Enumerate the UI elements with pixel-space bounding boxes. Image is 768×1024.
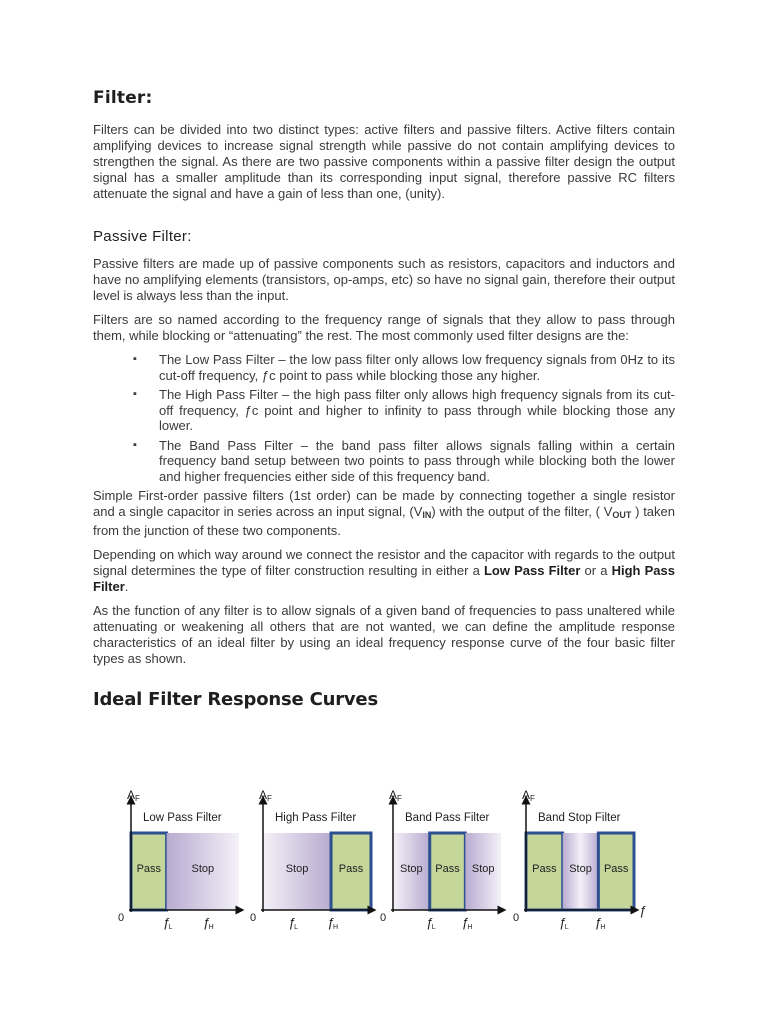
band-label: Pass	[136, 863, 162, 875]
function-paragraph: As the function of any filter is to allow signals of a given band of frequencies to pass unaltered while attenuating or weakening all others that are not wanted, we can define the amplitude response characteristics of an ideal filter by using an ideal frequency response curve of the four basic filter types as shown.	[93, 603, 675, 666]
first-order-paragraph	[93, 488, 675, 539]
filter-diagram-2	[250, 788, 372, 931]
origin-label: 0	[250, 912, 257, 924]
y-axis-label-sub: F	[530, 794, 535, 803]
cutoff-low-sub: L	[431, 924, 436, 931]
diagram-title: Band Stop Filter	[538, 812, 621, 824]
cutoff-high-marker: ƒ	[202, 915, 210, 930]
x-axis-label: ƒ	[639, 903, 647, 918]
y-axis-label: A	[389, 788, 398, 802]
list-item: ▪ The High Pass Filter – the high pass filter only allows high frequency signals from its cut-off frequency, ƒc point and higher to infinity to pass through while blocking those any lower.	[159, 387, 675, 434]
filter-diagram-3	[380, 788, 502, 931]
cutoff-high-sub: H	[600, 924, 606, 931]
band-label: Stop	[191, 863, 215, 875]
y-axis-label-sub: F	[135, 794, 140, 803]
cutoff-low-marker: ƒ	[558, 915, 566, 930]
diagram-title: High Pass Filter	[275, 812, 357, 824]
y-axis-label: A	[522, 788, 531, 802]
list-item: ▪ The Band Pass Filter – the band pass filter allows signals falling within a certain frequency band setup between two points to pass through while blocking both the lower and higher frequencies either side of this frequency band.	[159, 438, 675, 485]
first-order-text-1: Simple First-order passive filters (1st order) can be made by connecting together a single resistor and a single capacitor in series across an input signal, (V	[93, 488, 675, 519]
passive-heading-text: Passive Filter	[93, 228, 188, 245]
passive-paragraph-2: Filters are so named according to the frequency range of signals that they allow to pass through them, while blocking or “attenuating” the rest. The most commonly used filter designs are the:	[93, 312, 675, 343]
band-label: Pass	[435, 863, 460, 875]
cutoff-low-sub: L	[294, 924, 299, 931]
cutoff-high-sub: H	[333, 924, 339, 931]
cutoff-high-sub: H	[467, 924, 473, 931]
low-pass-filter-term: Low Pass Filter	[483, 563, 581, 578]
intro-paragraph: Filters can be divided into two distinct types: active filters and passive filters. Active filters contain amplifying devices to increase signal strength while passive do not contain amplifying devices to strengthen the signal. As there are two passive components within a passive filter design the output signal has a smaller amplitude than its corresponding input signal, therefore passive RC filters attenuate the signal and have a gain of less than one, (unity).	[93, 122, 675, 201]
page-title: Filter:	[93, 88, 153, 108]
diagram-title: Low Pass Filter	[143, 812, 222, 824]
cutoff-high-marker: ƒ	[594, 915, 602, 930]
list-item: ▪ The Low Pass Filter – the low pass filter only allows low frequency signals from 0Hz to its cut-off frequency, ƒc point to pass while blocking those any higher.	[159, 352, 675, 383]
cutoff-high-marker: ƒ	[461, 915, 469, 930]
depending-text-3: .	[124, 579, 129, 594]
depending-paragraph	[93, 547, 675, 595]
y-axis-label-sub: F	[267, 794, 272, 803]
y-axis-label: A	[259, 788, 268, 802]
cutoff-low-sub: L	[168, 924, 173, 931]
cutoff-low-marker: ƒ	[288, 915, 296, 930]
band-label: Pass	[603, 863, 629, 875]
band-label: Stop	[569, 863, 592, 875]
depending-text-1: Depending on which way around we connect the resistor and the capacitor with regards to the output signal determines the type of filter construction resulting in either a	[93, 547, 675, 578]
curves-heading: Ideal Filter Response Curves	[93, 689, 378, 710]
high-pass-filter-term: High Pass Filter	[93, 563, 675, 594]
origin-label: 0	[118, 912, 125, 924]
cutoff-low-marker: ƒ	[162, 915, 170, 930]
origin-label: 0	[380, 912, 387, 924]
band-label: Pass	[532, 863, 557, 875]
filter-diagram-4	[513, 788, 646, 931]
origin-label: 0	[513, 912, 520, 924]
cutoff-high-sub: H	[208, 924, 214, 931]
filter-diagram-1	[118, 788, 240, 931]
band-label: Pass	[338, 863, 364, 875]
cutoff-high-marker: ƒ	[327, 915, 335, 930]
passive-filter-heading	[93, 228, 675, 245]
band-label: Stop	[471, 863, 495, 875]
y-axis-label-sub: F	[397, 794, 402, 803]
passive-heading-colon: :	[187, 228, 192, 245]
vout-subscript: OUT	[612, 510, 632, 520]
passive-paragraph-1: Passive filters are made up of passive components such as resistors, capacitors and inductors and have no amplifying elements (transistors, op-amps, etc) so have no signal gain, therefore their output level is always less than the input.	[93, 256, 675, 303]
first-order-text-2: ) with the output of the filter, ( V	[431, 504, 613, 519]
vin-subscript: IN	[422, 510, 432, 520]
depending-text-2: or a	[580, 563, 612, 578]
band-label: Stop	[285, 863, 309, 875]
cutoff-low-marker: ƒ	[425, 915, 433, 930]
document-body	[93, 88, 675, 722]
band-label: Stop	[400, 863, 423, 875]
y-axis-label: A	[127, 788, 136, 802]
diagram-title: Band Pass Filter	[405, 812, 490, 824]
cutoff-low-sub: L	[564, 924, 569, 931]
first-order-text-3: ) taken from the junction of these two components.	[93, 504, 675, 538]
filter-response-curves	[112, 785, 652, 935]
filter-types-list	[93, 352, 675, 484]
